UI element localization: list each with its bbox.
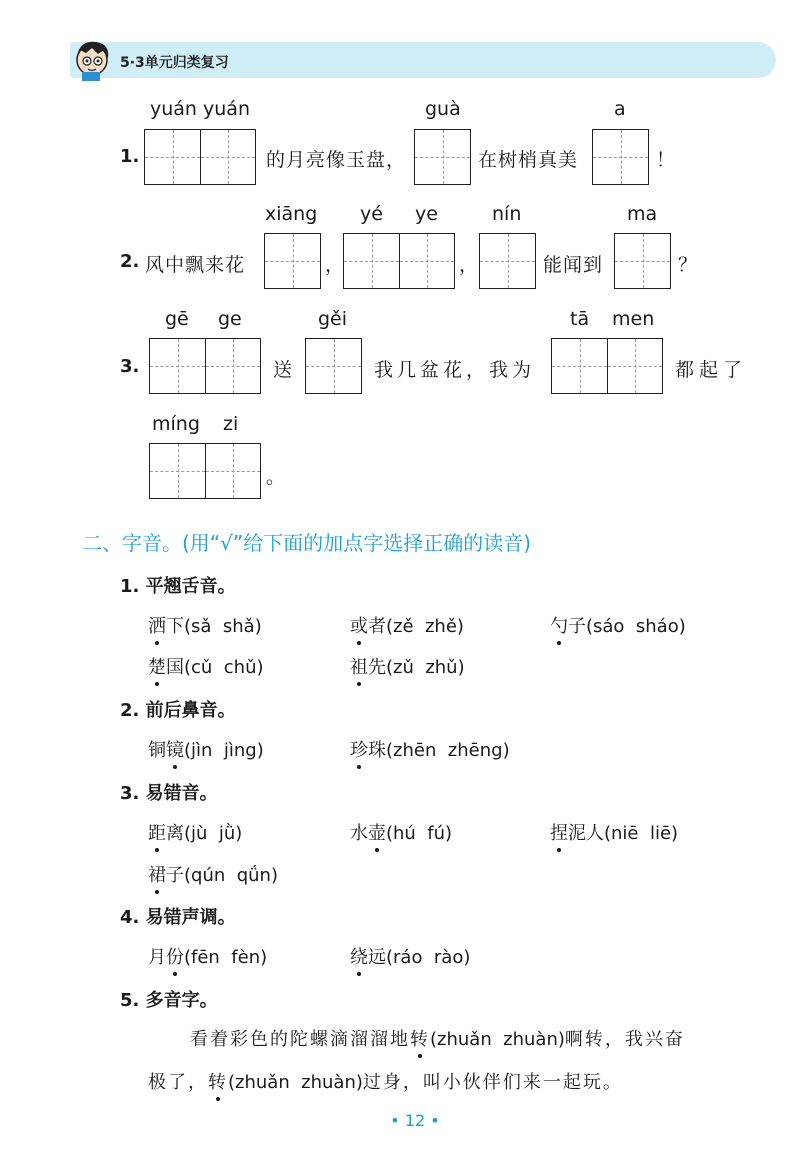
pinyin: a [614,98,626,120]
dotted-char: 裙 [148,861,166,887]
pinyin-options: (jìn jìng) [184,740,264,761]
paragraph-text: 极了， [148,1072,208,1093]
pinyin-choice[interactable] [148,653,264,679]
pinyin: ma [627,203,658,225]
pinyin: zi [223,413,239,435]
dotted-char: 洒 [148,612,166,638]
sentence-text: 送 [273,359,294,381]
pinyin-options: (fēn fèn) [184,947,268,968]
word-char: 铜 [148,740,166,761]
subsection-title: 2. 前后鼻音。 [120,700,236,721]
pinyin: gē [165,308,189,330]
pinyin: men [612,308,655,330]
pinyin-options[interactable]: (zhuǎn zhuàn) [228,1072,363,1093]
pinyin-options: (zǔ zhǔ) [386,657,465,678]
tianzige-box[interactable] [149,338,261,394]
pinyin: gěi [318,308,348,330]
pinyin: ye [415,203,438,225]
sentence-text: 能闻到 [543,254,604,276]
pinyin-options: (jù jǜ) [184,823,243,844]
word-char: 子 [568,616,586,637]
word-char: 珠 [368,740,386,761]
word-char: 泥人 [568,823,604,844]
pinyin: guà [425,98,461,120]
dotted-char: 祖 [350,653,368,679]
pinyin-options: (niē liē) [604,823,679,844]
pinyin-options[interactable]: (zhuǎn zhuàn) [430,1029,565,1050]
pinyin: yuán yuán [150,98,250,120]
mascot-icon [70,36,116,82]
paragraph-text: 啊转，我兴奋 [564,1029,685,1050]
subsection-title: 5. 多音字。 [120,990,218,1011]
page-number: • 12 • [390,1111,440,1130]
header-title: 5·3单元归类复习 [120,55,229,71]
section-title: 二、字音。(用“√”给下面的加点字选择正确的读音) [82,531,532,555]
pinyin-choice[interactable] [148,612,262,638]
tianzige-box[interactable] [149,443,261,499]
comma: ， [459,254,480,276]
dotted-char: 或 [350,612,368,638]
pinyin-choice[interactable] [550,819,678,845]
pinyin-choice[interactable] [350,943,470,969]
word-char: 国 [166,657,184,678]
pinyin-choice[interactable] [148,819,242,845]
question-number: 3. [120,356,140,377]
pinyin-choice[interactable] [350,612,464,638]
pinyin: tā [570,308,590,330]
word-char: 月 [148,947,166,968]
pinyin-options: (zě zhě) [386,616,464,637]
pinyin-options: (zhēn zhēng) [386,740,510,761]
dotted-char: 转 [410,1025,430,1051]
pinyin-choice[interactable] [148,736,264,762]
word-char: 水 [350,823,368,844]
sentence-text: ？ [678,254,699,276]
paragraph-text: 过身，叫小伙伴们来一起玩。 [362,1072,623,1093]
sentence-text: 风中飘来花 [145,254,246,276]
word-char: 者 [368,616,386,637]
sentence-text: 。 [266,466,287,488]
subsection-title: 1. 平翘舌音。 [120,576,236,597]
dotted-char: 勺 [550,612,568,638]
pinyin-choice[interactable] [350,653,465,679]
paragraph-text: 看着彩色的陀螺滴溜溜地 [190,1029,410,1050]
pinyin-choice[interactable] [350,736,510,762]
word-char: 下 [166,616,184,637]
tianzige-box[interactable] [592,129,649,185]
paragraph-line [190,1025,685,1051]
pinyin-options: (qún qǘn) [184,865,278,886]
pinyin-choice[interactable] [550,612,686,638]
pinyin-choice[interactable] [148,861,278,887]
dotted-char: 距 [148,819,166,845]
question-number: 1. [120,146,140,167]
pinyin-options: (cǔ chǔ) [184,657,264,678]
pinyin: ge [218,308,242,330]
question-number: 2. [120,251,140,272]
tianzige-box[interactable] [551,338,663,394]
pinyin-choice[interactable] [350,819,452,845]
subsection-title: 4. 易错声调。 [120,907,236,928]
subsection-title: 3. 易错音。 [120,783,218,804]
dotted-char: 绕 [350,943,368,969]
dotted-char: 转 [208,1068,228,1094]
sentence-text: ！ [656,149,677,171]
tianzige-box[interactable] [305,338,362,394]
dotted-char: 珍 [350,736,368,762]
dotted-char: 镜 [166,736,184,762]
sentence-text: 我几盆花，我为 [374,359,536,381]
pinyin-choice[interactable] [148,943,267,969]
pinyin-options: (ráo rào) [386,947,471,968]
pinyin: nín [492,203,522,225]
comma: ， [325,254,346,276]
dotted-char: 份 [166,943,184,969]
dotted-char: 捏 [550,819,568,845]
word-char: 远 [368,947,386,968]
word-char: 子 [166,865,184,886]
pinyin-options: (hú fú) [386,823,453,844]
pinyin-options: (sáo sháo) [586,616,686,637]
word-char: 先 [368,657,386,678]
tianzige-box[interactable] [343,233,455,289]
paragraph-line [148,1068,623,1094]
dotted-char: 楚 [148,653,166,679]
pinyin: míng [152,413,200,435]
word-char: 离 [166,823,184,844]
tianzige-box[interactable] [264,233,321,289]
tianzige-box[interactable] [144,129,256,185]
dotted-char: 壶 [368,819,386,845]
pinyin: xiāng [265,203,318,225]
sentence-text: 在树梢真美 [478,149,579,171]
tianzige-box[interactable] [614,233,671,289]
tianzige-box[interactable] [479,233,536,289]
pinyin-options: (sǎ shǎ) [184,616,262,637]
pinyin: yé [360,203,383,225]
sentence-text: 都起了 [675,359,748,381]
tianzige-box[interactable] [414,129,471,185]
sentence-text: 的月亮像玉盘， [266,149,407,171]
